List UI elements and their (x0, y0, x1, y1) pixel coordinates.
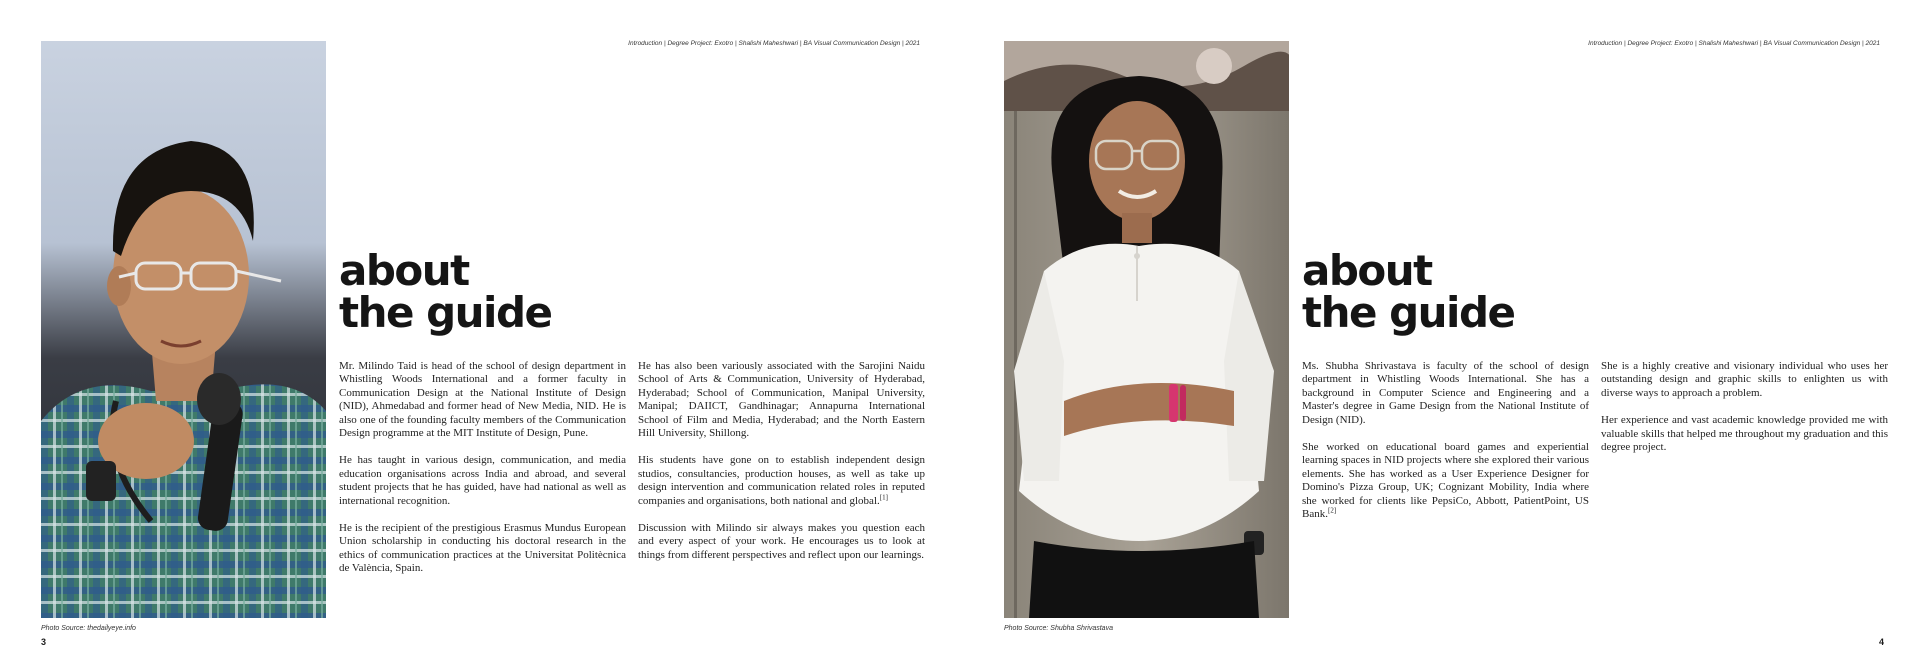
paragraph-text: His students have gone on to establish independent design studios, consultancies, production houses, as well as take up design intervention and communication related roles in reputed companies and organisations, both national and global. (638, 454, 925, 507)
paragraph: She is a highly creative and visionary individual who uses her outstanding design and graphic skills to enlighten us with diverse ways to approach a problem. (1601, 360, 1888, 399)
paragraph: Mr. Milindo Taid is head of the school of design department in Whistling Woods International and a former faculty in Communication Design at the National Institute of Design (NID), Ahmedabad and former head of New Media, NID. He is also one of the founding faculty members of the Communication Design programme at the MIT Institute of Design, Pune. (339, 360, 626, 440)
heading-line-2: the guide (339, 288, 552, 337)
body-column-1 (1302, 360, 1589, 535)
paragraph: Discussion with Milindo sir always makes you question each and every aspect of your work. He encourages us to look at things from different perspectives and reflect upon our learnings. (638, 522, 925, 561)
heading-line-2: the guide (1302, 288, 1515, 337)
body-column-1 (339, 360, 626, 590)
paragraph (1302, 441, 1589, 521)
page-number: 4 (1878, 637, 1884, 647)
paragraph-text: She worked on educational board games and experiential learning spaces in NID projects where she explored their various elements. She has worked as a User Experience Designer for Domino's Pizza Group, UK; Cognizant Mobility, India where she worked for clients like PepsiCo, Abbott, PatientPoint, US Bank. (1302, 441, 1589, 521)
heading-line-1: about (339, 246, 469, 295)
running-header: Introduction | Degree Project: Exotro | Shalishi Maheshwari | BA Visual Communication Design | 2021 (1588, 40, 1880, 47)
photo-caption: Photo Source: thedailyeye.info (41, 625, 136, 632)
paragraph: He is the recipient of the prestigious Erasmus Mundus European Union scholarship in conducting his doctoral research in the ethics of communication practices at the Universitat Politècnica de València, Spain. (339, 522, 626, 575)
body-column-2 (638, 360, 925, 576)
heading-line-1: about (1302, 246, 1432, 295)
guide-photo-shubha (1004, 41, 1289, 618)
footnote-reference: [1] (879, 493, 888, 501)
paragraph: He has taught in various design, communication, and media education organisations across India and abroad, and several student projects that he has guided, have had national as well as international recognition. (339, 454, 626, 507)
section-heading (1302, 246, 1515, 337)
footnote-reference: [2] (1327, 506, 1337, 515)
paragraph: Her experience and vast academic knowledge provided me with valuable skills that helped me throughout my graduation and this degree project. (1601, 414, 1888, 454)
paragraph: Ms. Shubha Shrivastava is faculty of the school of design department in Whistling Woods International. She has a background in Computer Science and Engineering and a Master's degree in Game Design from the National Institute of Design (NID). (1302, 360, 1589, 426)
photo-caption: Photo Source: Shubha Shrivastava (1004, 625, 1113, 632)
body-column-2 (1601, 360, 1888, 468)
paragraph (638, 454, 925, 508)
paragraph: He has also been variously associated with the Sarojini Naidu School of Arts & Communication, University of Hyderabad, Hyderabad; School of Communication, Manipal University, Manipal; DAIICT, Gandhinagar; Annapurna International School of Film and Media, Hyderabad; and the North Eastern Hill University, Shillong. (638, 360, 925, 440)
guide-photo-milindo (41, 41, 326, 618)
right-page (960, 0, 1920, 670)
section-heading (339, 246, 552, 337)
page-number: 3 (41, 637, 47, 647)
running-header: Introduction | Degree Project: Exotro | Shalishi Maheshwari | BA Visual Communication Design | 2021 (628, 40, 920, 47)
